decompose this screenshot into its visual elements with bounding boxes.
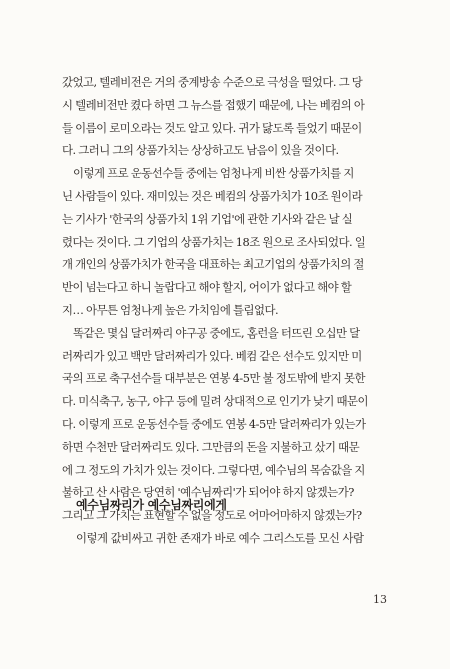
text-line: 개 개인의 상품가치가 한국을 대표하는 최고기업의 상품가치의 절 bbox=[62, 257, 364, 272]
section-heading: 예수님짜리가 예수님짜리에게 bbox=[76, 498, 227, 512]
text-line: 다. 미식축구, 농구, 야구 등에 밀려 상대적으로 인기가 낮기 때문이 bbox=[62, 394, 369, 409]
text-line: 는 기사가 '한국의 상품가치 1위 기업'에 관한 기사와 같은 날 실 bbox=[62, 211, 353, 226]
text-line: 이렇게 프로 운동선수들 중에는 엄청나게 비싼 상품가치를 지 bbox=[73, 166, 354, 181]
text-line: 하면 수천만 달러짜리도 있다. 그만큼의 돈을 지불하고 샀기 때문 bbox=[62, 439, 360, 454]
text-line: 반이 넘는다고 하니 놀랍다고 해야 할지, 어이가 없다고 해야 할 bbox=[62, 280, 352, 295]
text-line: 닌 사람들이 있다. 재미있는 것은 베컴의 상품가치가 10조 원이라 bbox=[62, 188, 363, 203]
text-line: 들 이름이 로미오라는 것도 알고 있다. 귀가 닳도록 들었기 때문이 bbox=[62, 120, 362, 135]
page-number: 13 bbox=[373, 593, 387, 606]
text-line: 다. 이렇게 프로 운동선수들 중에도 연봉 4-5만 달러짜리가 있는가 bbox=[62, 416, 366, 431]
text-line: 에 그 정도의 가치가 있는 것이다. 그렇다면, 예수님의 목숨값을 지 bbox=[62, 462, 365, 477]
text-line: 러짜리가 있고 백만 달러짜리가 있다. 베컴 같은 선수도 있지만 미 bbox=[62, 348, 362, 363]
section-first-line: 이렇게 값비싸고 귀한 존재가 바로 예수 그리스도를 모신 사람 bbox=[76, 531, 364, 545]
text-line: 불하고 산 사람은 당연히 '예수님짜리'가 되어야 하지 않겠는가? bbox=[62, 485, 354, 500]
body-text bbox=[62, 71, 399, 527]
text-line: 렸다는 것이다. 그 기업의 상품가치는 18조 원으로 조사되었다. 일 bbox=[62, 234, 366, 249]
text-line: 국의 프로 축구선수들 대부분은 연봉 4-5만 불 정도밖에 받지 못한 bbox=[62, 371, 366, 386]
text-line: 다. 그러니 그의 상품가치는 상상하고도 남음이 있을 것이다. bbox=[62, 143, 339, 158]
text-line: 갔었고, 텔레비전은 거의 중계방송 수준으로 극성을 떨었다. 그 당 bbox=[62, 75, 363, 89]
text-line: 똑같은 몇십 달러짜리 야구공 중에도, 홈런을 터뜨린 오십만 달 bbox=[73, 325, 360, 340]
text-line: 그리고 그 가치는 표현할 수 없을 정도로 어마어마하지 않겠는가? bbox=[62, 508, 362, 523]
paragraph-1 bbox=[62, 71, 399, 162]
text-line: 시 텔레비전만 켰다 하면 그 뉴스를 접했기 때문에, 나는 베컴의 아 bbox=[62, 97, 365, 112]
text-line: 지… 아무튼 엄청나게 높은 가치임에 틀림없다. bbox=[62, 302, 279, 317]
paragraph-2 bbox=[62, 162, 399, 322]
